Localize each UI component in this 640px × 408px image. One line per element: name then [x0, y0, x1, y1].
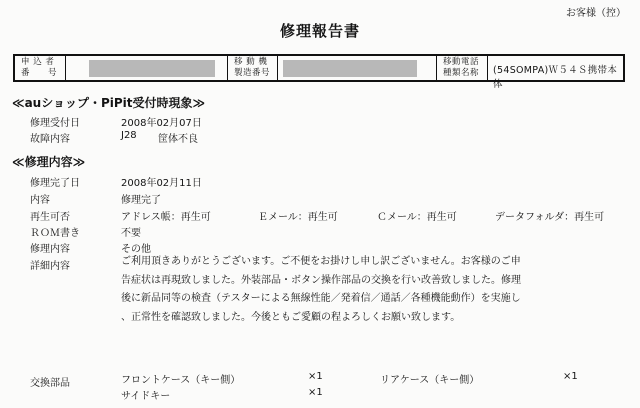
- document-title: 修理報告書: [279, 22, 360, 40]
- info-box: [13, 54, 625, 90]
- repair-type-value: その他: [121, 244, 151, 255]
- playback-label: 再生可否: [30, 212, 70, 223]
- part-name: サイドキー: [121, 391, 171, 402]
- divider: [277, 56, 278, 80]
- completed-date-label: 修理完了日: [30, 178, 80, 189]
- device-type-label: 移動電話 種類名称: [443, 57, 480, 78]
- divider: [227, 56, 228, 80]
- rom-write-label: ＲＯＭ書き: [30, 228, 80, 239]
- playback-data-folder: データフォルダ：再生可: [495, 212, 605, 223]
- divider: [65, 56, 66, 80]
- detail-line: 後に新品同等の検査（テスターによる無線性能／発着信／通話／各種機能動作）を実施し: [121, 293, 521, 304]
- playback-email: Ｅメール：再生可: [258, 212, 338, 223]
- playback-cmail: Ｃメール：再生可: [377, 212, 457, 223]
- rom-write-value: 不要: [121, 228, 141, 239]
- content-value: 修理完了: [121, 195, 161, 206]
- completed-date-value: 2008年02月11日: [121, 178, 202, 189]
- detail-line: ご利用頂きありがとうございます。ご不便をお掛けし申し訳ございません。お客様のご申: [121, 256, 521, 267]
- fault-text: 筐体不良: [158, 134, 198, 145]
- part-qty: ×1: [308, 371, 323, 382]
- detail-text: [121, 253, 621, 327]
- content-label: 内容: [30, 195, 50, 206]
- divider: [487, 56, 488, 80]
- copy-label: お客様（控）: [566, 8, 626, 19]
- part-qty: ×1: [308, 387, 323, 398]
- symptom-section-heading: ≪auショップ・PiPit受付時現象≫: [12, 96, 206, 110]
- part-name: リアケース（キー側）: [380, 375, 480, 386]
- redacted-applicant-number: [89, 60, 215, 77]
- repair-type-label: 修理内容: [30, 244, 70, 255]
- divider: [436, 56, 437, 80]
- fault-code: J28: [121, 130, 137, 141]
- detail-line: 、正常性を確認致しました。今後ともご愛顧の程よろしくお願い致します。: [121, 311, 461, 323]
- applicant-label: 申 込 者 番 号: [21, 57, 58, 78]
- fault-label: 故障内容: [30, 134, 70, 145]
- detail-line: 告症状は再現致しました。外装部品・ボタン操作部品の交換を行い改善致しました。修理: [121, 274, 521, 286]
- received-date-label: 修理受付日: [30, 118, 80, 129]
- repair-section-heading: ≪修理内容≫: [12, 155, 86, 169]
- parts-label: 交換部品: [30, 378, 70, 389]
- part-qty: ×1: [563, 371, 578, 382]
- redacted-device-serial: [283, 60, 417, 77]
- device-model: (54SOMPA)Ｗ５４Ｓ携帯本体: [493, 65, 618, 90]
- part-name: フロントケース（キー側）: [121, 375, 241, 386]
- detail-label: 詳細内容: [30, 261, 70, 272]
- playback-address-book: アドレス帳：再生可: [121, 212, 211, 223]
- device-serial-label: 移 動 機 製造番号: [234, 57, 271, 78]
- received-date-value: 2008年02月07日: [121, 118, 202, 129]
